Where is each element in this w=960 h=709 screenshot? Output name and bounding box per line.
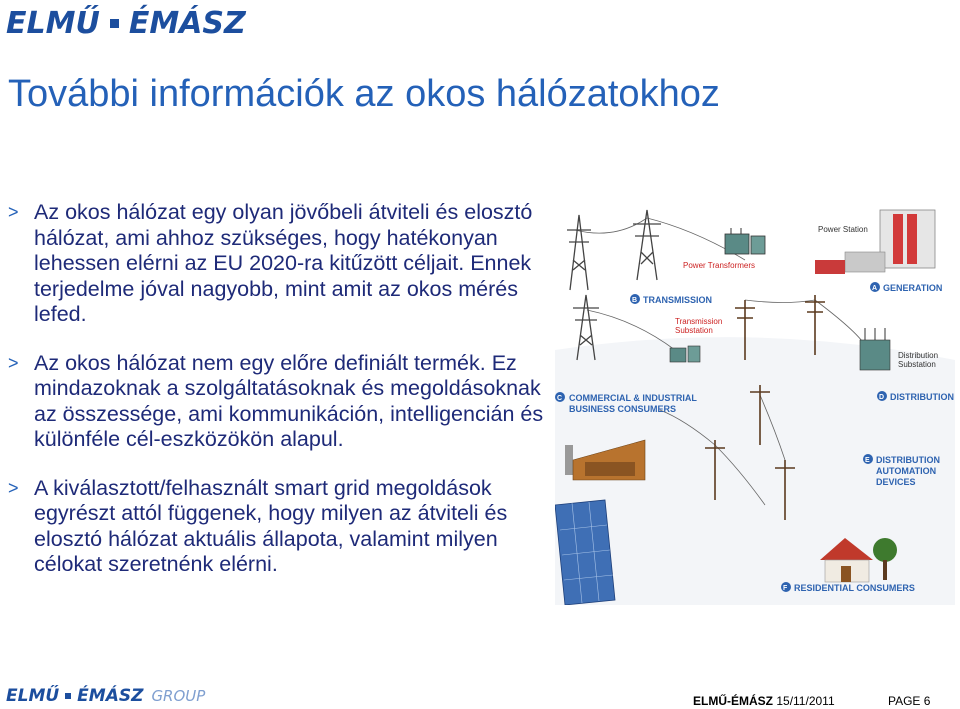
transmission-badge-letter: B xyxy=(632,297,638,304)
generation-badge-letter: A xyxy=(872,285,878,292)
commercial-label-1: COMMERCIAL & INDUSTRIAL xyxy=(569,393,697,403)
distribution-substation-label-1: Distribution xyxy=(898,351,939,360)
automation-badge-letter: E xyxy=(865,457,870,464)
bullet-list xyxy=(8,200,553,601)
transmission-tower-icon xyxy=(567,215,591,290)
automation-label-1: DISTRIBUTION xyxy=(876,455,940,465)
automation-label-2: AUTOMATION xyxy=(876,466,937,476)
bullet-item xyxy=(8,351,553,453)
commercial-label-2: BUSINESS CONSUMERS xyxy=(569,404,677,414)
footer-logo-group: GROUP xyxy=(151,687,206,705)
residential-badge-letter: F xyxy=(783,585,788,592)
transmission-label: TRANSMISSION xyxy=(643,295,713,305)
power-station-label: Power Station xyxy=(818,225,868,234)
bullet-item xyxy=(8,476,553,578)
header-logo xyxy=(6,6,246,41)
bullet-text: A kiválasztott/felhasznált smart grid megoldások egyrészt attól függenek, hogy milyen az átviteli és elosztó hálózat aktuális állapota, valamint milyen célokat szeretnénk elérni. xyxy=(34,475,508,576)
footer-page-number: PAGE 6 xyxy=(887,694,931,708)
smart-grid-illustration xyxy=(555,200,955,605)
transmission-substation-label-2: Substation xyxy=(675,326,713,335)
commercial-badge-letter: C xyxy=(557,395,563,402)
solar-panel-icon xyxy=(555,500,615,605)
bullet-text: Az okos hálózat egy olyan jövőbeli átviteli és elosztó hálózat, ami ahhoz szükséges, hogy hatékonyan lehessen elérni az EU 2020-ra kitűzött céljait. Ennek terjedelme jóval nagyobb, mint amit az okos mérés lefed. xyxy=(34,200,533,326)
logo-elmu: ELMŰ xyxy=(6,6,100,41)
bullet-marker: > xyxy=(8,202,19,222)
bullet-text: Az okos hálózat nem egy előre definiált termék. Ez mindazoknak a szolgáltatásoknak és megoldásoknak az összessége, ami kommunikáción, intelligencián és különféle cél-eszközökön alapul. xyxy=(34,350,544,451)
footer-logo-emasz: ÉMÁSZ xyxy=(77,686,144,706)
bullet-item xyxy=(8,200,553,328)
distribution-badge-letter: D xyxy=(879,394,885,401)
transmission-substation-icon xyxy=(670,346,700,362)
logo-emasz: ÉMÁSZ xyxy=(128,6,246,41)
footer-brand: ELMŰ-ÉMÁSZ xyxy=(693,694,773,708)
power-station-icon xyxy=(815,210,935,274)
logo-square-icon xyxy=(110,19,119,28)
transmission-substation-label-1: Transmission xyxy=(675,317,723,326)
footer-date: 15/11/2011 xyxy=(776,694,835,708)
power-transformers-label: Power Transformers xyxy=(683,261,756,270)
bullet-marker: > xyxy=(8,352,19,373)
power-transformer-icon xyxy=(725,228,765,254)
residential-label: RESIDENTIAL CONSUMERS xyxy=(794,583,915,593)
footer-logo-square-icon xyxy=(65,693,71,699)
page-title: További információk az okos hálózatokhoz xyxy=(8,73,720,115)
bullet-marker: > xyxy=(8,477,19,498)
distribution-label: DISTRIBUTION xyxy=(890,392,954,402)
footer-logo-elmu: ELMŰ xyxy=(6,686,60,706)
footer-info xyxy=(693,694,930,708)
footer-logo xyxy=(6,686,205,706)
generation-label: GENERATION xyxy=(883,283,943,293)
distribution-substation-label-2: Substation xyxy=(898,360,936,369)
distribution-substation-icon xyxy=(860,328,890,370)
automation-label-3: DEVICES xyxy=(876,477,916,487)
